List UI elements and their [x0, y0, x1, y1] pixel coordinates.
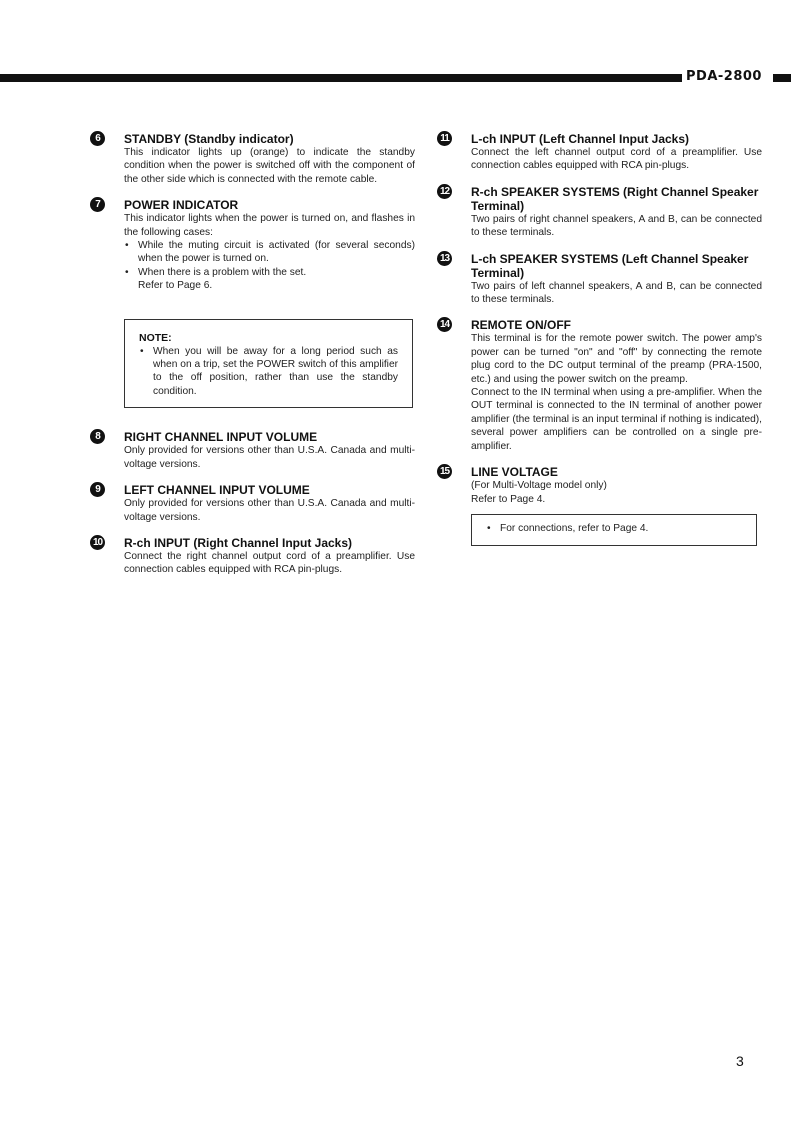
item-number-badge: 11 [437, 131, 452, 146]
item-number-badge: 7 [90, 197, 105, 212]
item-number-badge: 9 [90, 482, 105, 497]
item-heading: R-ch SPEAKER SYSTEMS (Right Channel Speaker Terminal) [471, 184, 759, 213]
item-heading: POWER INDICATOR [124, 198, 239, 213]
bullet-list [124, 239, 415, 279]
item-standby [90, 132, 415, 186]
connections-note-box [471, 514, 757, 546]
note-box [124, 319, 413, 409]
item-number-badge: 14 [437, 317, 452, 332]
item-heading: L-ch SPEAKER SYSTEMS (Left Channel Speaker Terminal) [471, 251, 749, 280]
item-number-badge: 8 [90, 429, 105, 444]
item-text: Only provided for versions other than U.S.A. Canada and multi-voltage versions. [124, 445, 415, 470]
item-heading: R-ch INPUT (Right Channel Input Jacks) [124, 535, 353, 550]
item-number-badge: 15 [437, 464, 452, 479]
item-text: Connect the right channel output cord of a preamplifier. Use connection cables equipped with RCA pin-plugs. [124, 550, 415, 576]
item-text-continued: Connect to the IN terminal when using a pre-amplifier. When the OUT terminal is connected to the IN terminal of another power amplifier (the terminal is an input terminal if nothing is indicated), several power amplifiers can be controlled on a single pre-amplifier. [471, 387, 762, 452]
item-number-badge: 10 [90, 535, 105, 550]
item-power-indicator [90, 198, 415, 292]
item-rch-input [90, 536, 415, 577]
item-heading: REMOTE ON/OFF [471, 318, 571, 333]
bullet-item: • When there is a problem with the set. [124, 266, 415, 279]
page-number: 3 [736, 1053, 744, 1069]
item-text: This indicator lights up (orange) to indicate the standby condition when the power is switched off with the component of the other side which is connected with the remote cable. [124, 147, 415, 185]
item-left-input-volume [90, 483, 415, 524]
item-line-voltage [437, 465, 762, 506]
page-reference: Refer to Page 4. [471, 493, 546, 505]
item-text: This terminal is for the remote power switch. The power amp's power can be turned "on" and "off" by connecting the remote plug cord to the DC output terminal of the preamp (PRA-1500, etc.) and using the power switch on the preamp. [471, 333, 762, 385]
item-heading: LINE VOLTAGE [471, 465, 558, 480]
item-lch-speaker-systems [437, 252, 762, 307]
connections-list [486, 522, 756, 535]
right-column [437, 132, 762, 546]
item-heading: LEFT CHANNEL INPUT VOLUME [124, 483, 310, 498]
item-rch-speaker-systems [437, 185, 762, 240]
item-right-input-volume [90, 430, 415, 471]
page-reference: Refer to Page 6. [138, 280, 213, 292]
header-rule-end [773, 74, 791, 82]
left-column [90, 132, 415, 577]
item-text: Two pairs of right channel speakers, A and B, can be connected to these terminals. [471, 213, 762, 239]
bullet-item: • While the muting circuit is activated (for several seconds) when the power is turned on. [124, 239, 415, 266]
item-text: Only provided for versions other than U.S.A. Canada and multi-voltage versions. [124, 498, 415, 523]
note-text: • When you will be away for a long period such as when on a trip, set the POWER switch of this amplifier to the off position, rather than use the standby condition. [139, 345, 398, 399]
note-title: NOTE: [139, 331, 172, 344]
header-rule [0, 74, 682, 82]
item-number-badge: 12 [437, 184, 452, 199]
item-lch-input [437, 132, 762, 173]
note-list [139, 345, 398, 399]
item-text: (For Multi-Voltage model only) [471, 480, 607, 492]
item-text: Two pairs of left channel speakers, A and B, can be connected to these terminals. [471, 280, 762, 306]
item-text: Connect the left channel output cord of a preamplifier. Use connection cables equipped with RCA pin-plugs. [471, 147, 762, 172]
item-heading: STANDBY (Standby indicator) [124, 132, 294, 146]
model-title: PDA-2800 [686, 69, 762, 84]
item-heading: L-ch INPUT (Left Channel Input Jacks) [471, 132, 690, 146]
item-heading: RIGHT CHANNEL INPUT VOLUME [124, 430, 318, 445]
item-number-badge: 13 [437, 251, 452, 266]
item-number-badge: 6 [90, 131, 105, 146]
item-text: This indicator lights when the power is turned on, and flashes in the following cases: [124, 213, 415, 238]
connections-note: • For connections, refer to Page 4. [486, 522, 756, 535]
item-remote-on-off [437, 318, 762, 453]
